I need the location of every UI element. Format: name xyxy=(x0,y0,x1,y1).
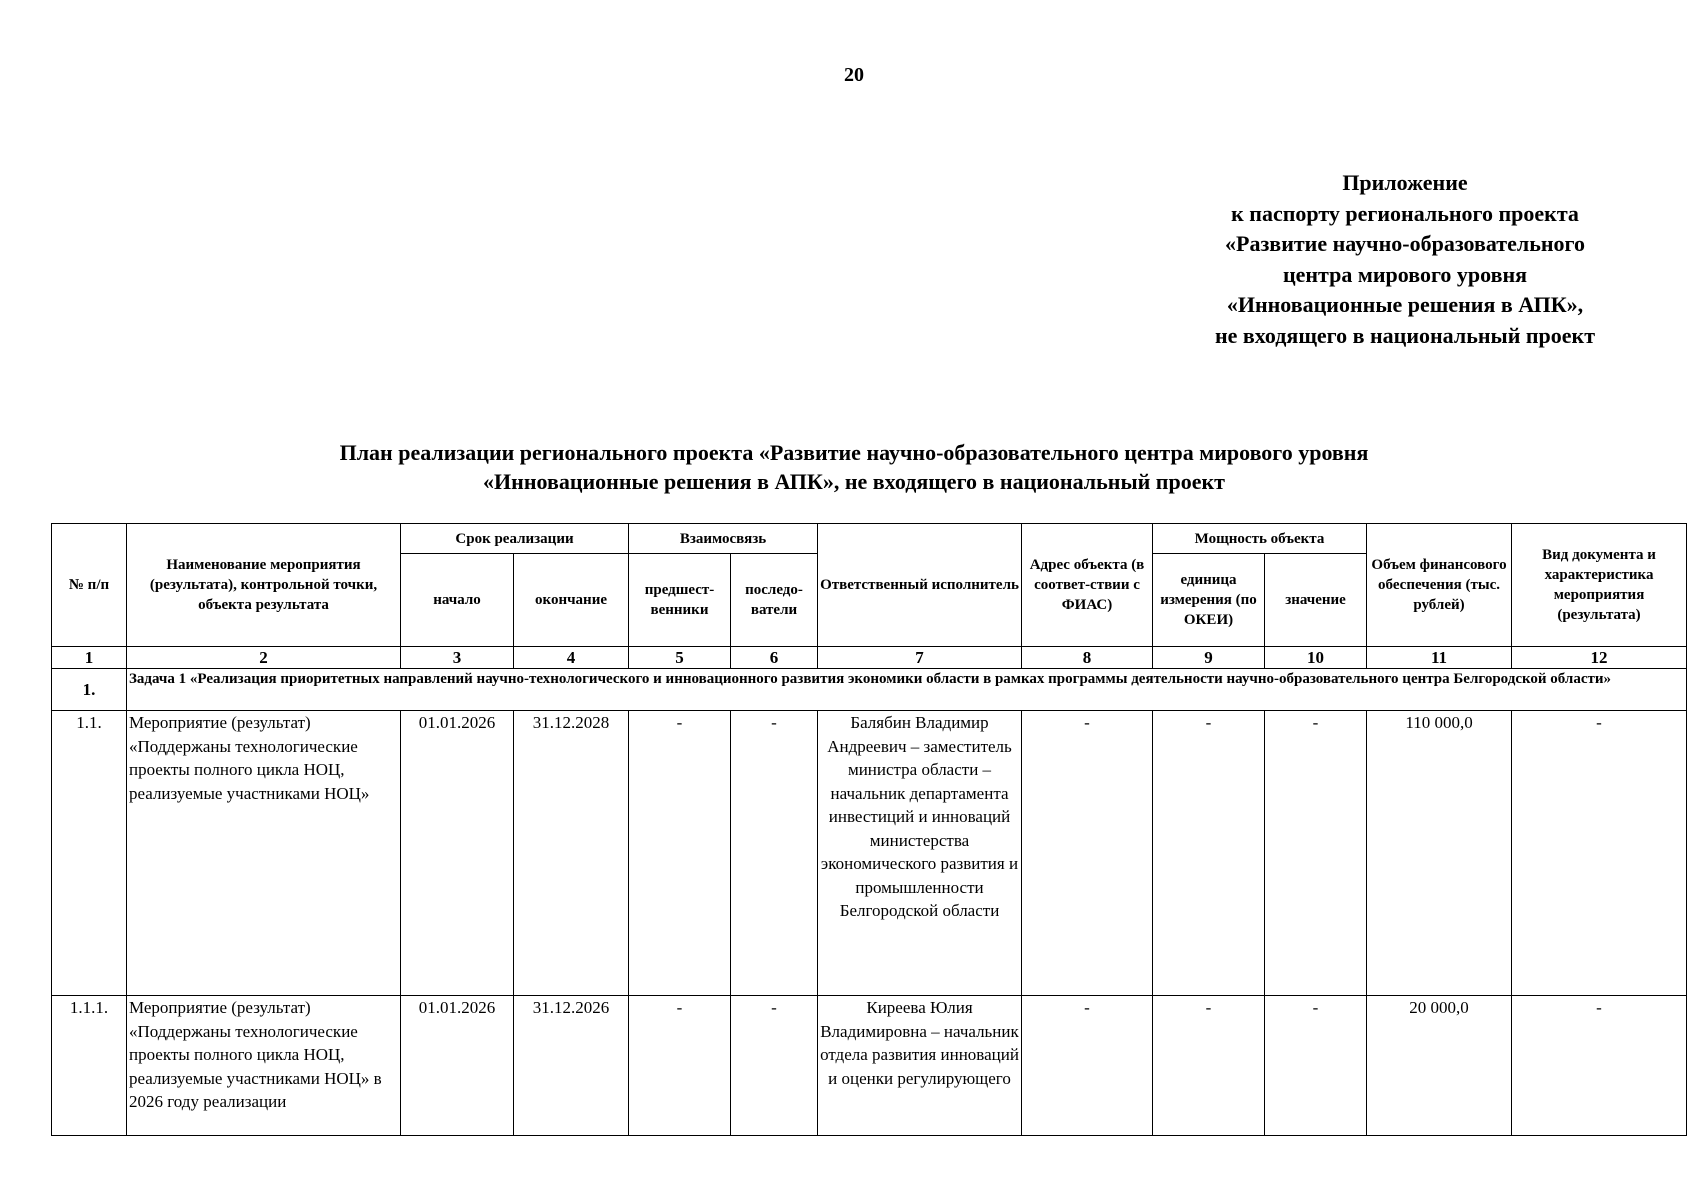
header-end: окончание xyxy=(514,554,629,647)
appendix-line: «Развитие научно-образовательного xyxy=(1225,231,1585,256)
column-number: 11 xyxy=(1367,647,1512,669)
row-finance: 110 000,0 xyxy=(1367,711,1512,996)
column-number: 4 xyxy=(514,647,629,669)
header-capacity: Мощность объекта xyxy=(1153,524,1367,554)
header-start: начало xyxy=(401,554,514,647)
row-value: - xyxy=(1265,996,1367,1136)
table-row xyxy=(52,711,1687,996)
appendix-line: центра мирового уровня xyxy=(1282,261,1528,287)
appendix-line: Приложение xyxy=(1342,170,1468,195)
column-number: 12 xyxy=(1512,647,1687,669)
plan-title xyxy=(0,438,1708,496)
column-number: 10 xyxy=(1265,647,1367,669)
row-number: 1.1.1. xyxy=(52,996,127,1136)
appendix-line: не входящего в национальный проект xyxy=(1214,322,1596,348)
row-doc: - xyxy=(1512,711,1687,996)
plan-title-line: «Инновационные решения в АПК», не входящего в национальный проект xyxy=(483,469,1225,494)
row-executor: Киреева Юлия Владимировна – начальник отдела развития инноваций и оценки регулирующего xyxy=(818,996,1022,1136)
page-number: 20 xyxy=(844,64,864,86)
row-number: 1.1. xyxy=(52,711,127,996)
table-row xyxy=(52,996,1687,1136)
row-address: - xyxy=(1022,996,1153,1136)
row-successors: - xyxy=(731,996,818,1136)
row-predecessors: - xyxy=(629,996,731,1136)
row-executor: Балябин Владимир Андреевич – заместитель министра области – начальник департамента инвестиций и инноваций министерства экономического развития и промышленности Белгородской области xyxy=(818,711,1022,996)
column-number: 5 xyxy=(629,647,731,669)
header-successors: последо-ватели xyxy=(731,554,818,647)
header-address: Адрес объекта (в соответ-ствии с ФИАС) xyxy=(1022,524,1153,647)
row-name: Мероприятие (результат) «Поддержаны технологические проекты полного цикла НОЦ, реализуемые участниками НОЦ» xyxy=(127,711,401,996)
header-executor: Ответственный исполнитель xyxy=(818,524,1022,647)
plan-table xyxy=(51,523,1687,1136)
plan-title-line: План реализации регионального проекта «Развитие научно-образовательного центра мирового уровня xyxy=(339,440,1369,465)
appendix-line: к паспорту регионального проекта xyxy=(1231,200,1579,226)
header-name: Наименование мероприятия (результата), контрольной точки, объекта результата xyxy=(127,524,401,647)
row-address: - xyxy=(1022,711,1153,996)
header-predecessors: предшест-венники xyxy=(629,554,731,647)
header-doc: Вид документа и характеристика мероприятия (результата) xyxy=(1512,524,1687,647)
column-number: 8 xyxy=(1022,647,1153,669)
row-start: 01.01.2026 xyxy=(401,996,514,1136)
row-finance: 20 000,0 xyxy=(1367,996,1512,1136)
header-period: Срок реализации xyxy=(401,524,629,554)
row-name: Мероприятие (результат) «Поддержаны технологические проекты полного цикла НОЦ, реализуемые участниками НОЦ» в 2026 году реализации xyxy=(127,996,401,1136)
row-value: - xyxy=(1265,711,1367,996)
column-number: 3 xyxy=(401,647,514,669)
appendix-line: «Инновационные решения в АПК», xyxy=(1226,292,1584,317)
header-finance: Объем финансового обеспечения (тыс. рублей) xyxy=(1367,524,1512,647)
column-number: 1 xyxy=(52,647,127,669)
column-number: 6 xyxy=(731,647,818,669)
row-end: 31.12.2028 xyxy=(514,711,629,996)
task-title: Задача 1 «Реализация приоритетных направлений научно-технологического и инновационного развития экономики области в рамках программы деятельности научно-образовательного центра Белгородской области» xyxy=(127,669,1687,711)
column-number: 7 xyxy=(818,647,1022,669)
row-successors: - xyxy=(731,711,818,996)
row-unit: - xyxy=(1153,996,1265,1136)
appendix-heading xyxy=(1170,168,1640,351)
row-predecessors: - xyxy=(629,711,731,996)
header-value: значение xyxy=(1265,554,1367,647)
row-start: 01.01.2026 xyxy=(401,711,514,996)
row-end: 31.12.2026 xyxy=(514,996,629,1136)
header-unit: единица измерения (по ОКЕИ) xyxy=(1153,554,1265,647)
task-row xyxy=(52,669,1687,711)
task-number: 1. xyxy=(52,669,127,711)
header-no: № п/п xyxy=(52,524,127,647)
row-unit: - xyxy=(1153,711,1265,996)
column-number: 2 xyxy=(127,647,401,669)
header-link: Взаимосвязь xyxy=(629,524,818,554)
column-number: 9 xyxy=(1153,647,1265,669)
row-doc: - xyxy=(1512,996,1687,1136)
